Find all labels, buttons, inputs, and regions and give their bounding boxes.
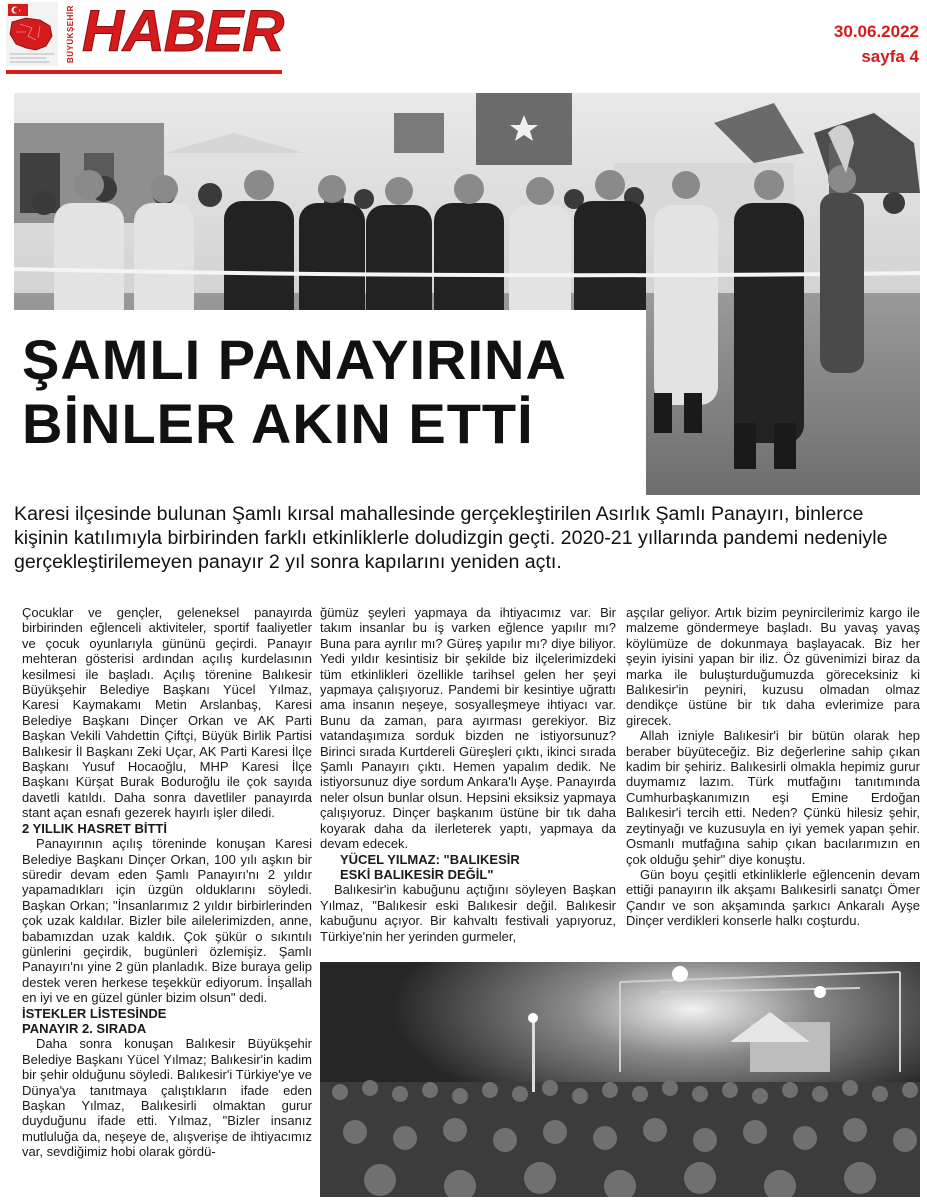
body-paragraph: aşçılar geliyor. Artık bizim peynircilerimiz kargo ile malzeme göndermeye başladı. Bu yavaş yavaş köylümüze de dokunmaya başlayacak. Biz her şeyin iyisini yapan bir iliz. Öz güvenimizi biraz da marka ile buluşturduğumuzda göreceksiniz ki Balıkesir'in peyniri, kuzusu olmadan olmaz dendikçe üstüne bir tık daha evlerimize para girecek. [626, 605, 920, 728]
body-paragraph: ğümüz şeyleri yapmaya da ihtiyacımız var. Bir takım insanlar bu iş varken eğlence yapılır mı? Buna para ayrılır mı? Güreş yapılır mı? diye biliyor. Yedi yıldır kesintisiz bir şekilde biz ilçelerimizdeki tüm etkinlikleri özellikle tarihsel gelen her şeyi yapmaya çalışıyoruz. Pandemi bir kesintiye uğrattı ama insanın neşeye, sosyalleşmeye ihtiyacı var. Bunu da zaman, para ayırması gerekiyor. Biz vatandaşımıza sorduk bizden ne istiyorsunuz? Birinci sırada Kurtdereli Güreşleri çıktı, ikinci sırada Şamlı Panayırı çıktı. Hemen yapalım dedik. Ne istiyorsunuz diye sordum Ankara'lı Ayşe. Panayırda neler olsun bunlar olsun. Hepsini eksiksiz yapmaya çalışıyoruz. Dinçer başkanım üstüne bir tık daha koyarak daha da ilerleterek yaptı, yapmaya da devam edecek. [320, 605, 616, 852]
subheading: 2 YILLIK HASRET BİTTİ [22, 820, 167, 836]
body-paragraph: Daha sonra konuşan Balıkesir Büyükşehir Belediye Başkanı Yücel Yılmaz; Balıkesir'in kadim bir şehir olduğunu söyledi. Balıkesir'i Türkiye'ye ve Dünya'ya tanıtmaya çalıştıkların ifade eden Başkan Yılmaz, Balıkesirli olmaktan gurur duyduğunu ifade etti. Yılmaz, "Bizler insanız mutluluğa da, neşeye de, alışverişe de ihtiyacımız var, sevdiğimiz hobi olarak gördü- [22, 1036, 312, 1160]
masthead [6, 0, 282, 72]
page-number: sayfa 4 [861, 47, 919, 66]
subheading-line-1: YÜCEL YILMAZ: "BALIKESİR [340, 851, 520, 867]
subheading-line-1: İSTEKLER LİSTESİNDE [22, 1005, 167, 1021]
body-paragraph: Panayırının açılış töreninde konuşan Karesi Belediye Başkanı Dinçer Orkan, 100 yılı aşkın bir süredir devam eden Şamlı Panayırı'nı 2 yıldır yapamadıkları için üzgün olduklarını söyledi. Başkan Orkan; "İnsanlarımız 2 yıldır birbirlerinden çok uzak kaldılar. Bizler bile ailelerimizden, anne, babamızdan uzak kaldık. Çok şükür o sıkıntılı günlerini geçirdik, bugünleri özlemişiz. Şamlı Panayırı'nı yine 2 gün planladık. Bize buraya gelip destek veren herkese teşekkür ediyorum. İnşallah en iyi ve en güzel günler bizim olsun" dedi. [22, 836, 312, 1006]
article-column-1 [22, 605, 312, 1160]
body-paragraph: Çocuklar ve gençler, geleneksel panayırda birbirinden eğlenceli aktiviteler, sportif faaliyetler ve çocuk oyunlarıyla gününü geçirdi. Panayır mehteran gösterisi ardından açılış kurdelasının kesilmesi ile başladı. Açılış törenine Balıkesir Büyükşehir Belediye Başkanı Yücel Yılmaz, Karesi Kaymakamı Metin Arslanbaş, Karesi Belediye Başkanı Dinçer Orkan ve AK Parti Başkan Vekili Vahdettin Çiftçi, Büyük Birlik Partisi Balıkesir İl Başkanı Zeki Uçar, AK Parti Karesi İlçe Başkanı Yusuf Hocaoğlu, MHP Karesi İlçe Başkanı Kürşat Burak Boduroğlu ile çok sayıda davetli katıldı. Daha sonra davetliler panayırda stant açan esnafı gezerek hayırlı işler diledi. [22, 605, 312, 821]
body-paragraph: Allah izniyle Balıkesir'i bir bütün olarak hep beraber büyüteceğiz. Biz değerlerine sahip çıkan kadim bir şehiriz. Balıkesirli olmakla hepimiz gurur duymamız lazım. Türk mutfağını tanıtımında Cumhurbaşkanımızın eşi Emine Erdoğan Balıkesir'i tercih etti. Neden? Çünkü hilesiz şehir, zeytinyağı ve kuzusuyla en iyi yemek yapan şehir. Osmanlı mutfağına sahip çıkan bacılarımızın en çok olduğu şehir" diye konuştu. [626, 728, 920, 867]
subheading-line-2: ESKİ BALIKESİR DEĞİL" [340, 866, 494, 882]
headline-line-2: BİNLER AKIN ETTİ [22, 392, 534, 455]
brand-title: HABER [82, 0, 284, 64]
body-paragraph: Balıkesir'in kabuğunu açtığını söyleyen Başkan Yılmaz, "Balıkesir eski Balıkesir değil. Balıkesir kabuğunu açıyor. Bir kahvaltı festivali yapıyoruz, Türkiye'nin her yerinden gurmeler, [320, 882, 616, 944]
article-column-3 [626, 605, 920, 929]
lead-paragraph: Karesi ilçesinde bulunan Şamlı kırsal mahallesinde gerçekleştirilen Asırlık Şamlı Panayırı, binlerce kişinin katılımıyla birbirinden farklı etkinliklerle doludizgin geçti. 2020-21 yıllarında pandemi nedeniyle gerçekleştirilemeyen panayır 2 yıl sonra kapılarını yeniden açtı. [14, 503, 888, 573]
issue-date: 30.06.2022 [833, 22, 919, 41]
subheading-line-2: PANAYIR 2. SIRADA [22, 1020, 147, 1036]
headline-line-1: ŞAMLI PANAYIRINA [22, 328, 567, 391]
turkey-map-logo [6, 2, 58, 66]
brand-vertical-label: BÜYÜKŞEHİR [66, 5, 75, 63]
headline [22, 328, 642, 456]
body-paragraph: Gün boyu çeşitli etkinliklerle eğlencenin devam ettiği panayırın ilk akşamı Balıkesirli sanatçı Ömer Çandır ve son akşamında şarkıcı Ankaralı Ayşe Dinçer verdikleri konserle halkı coşturdu. [626, 866, 920, 929]
concert-crowd-photo [320, 962, 920, 1197]
masthead-rule [6, 70, 282, 74]
article-column-2 [320, 605, 616, 944]
